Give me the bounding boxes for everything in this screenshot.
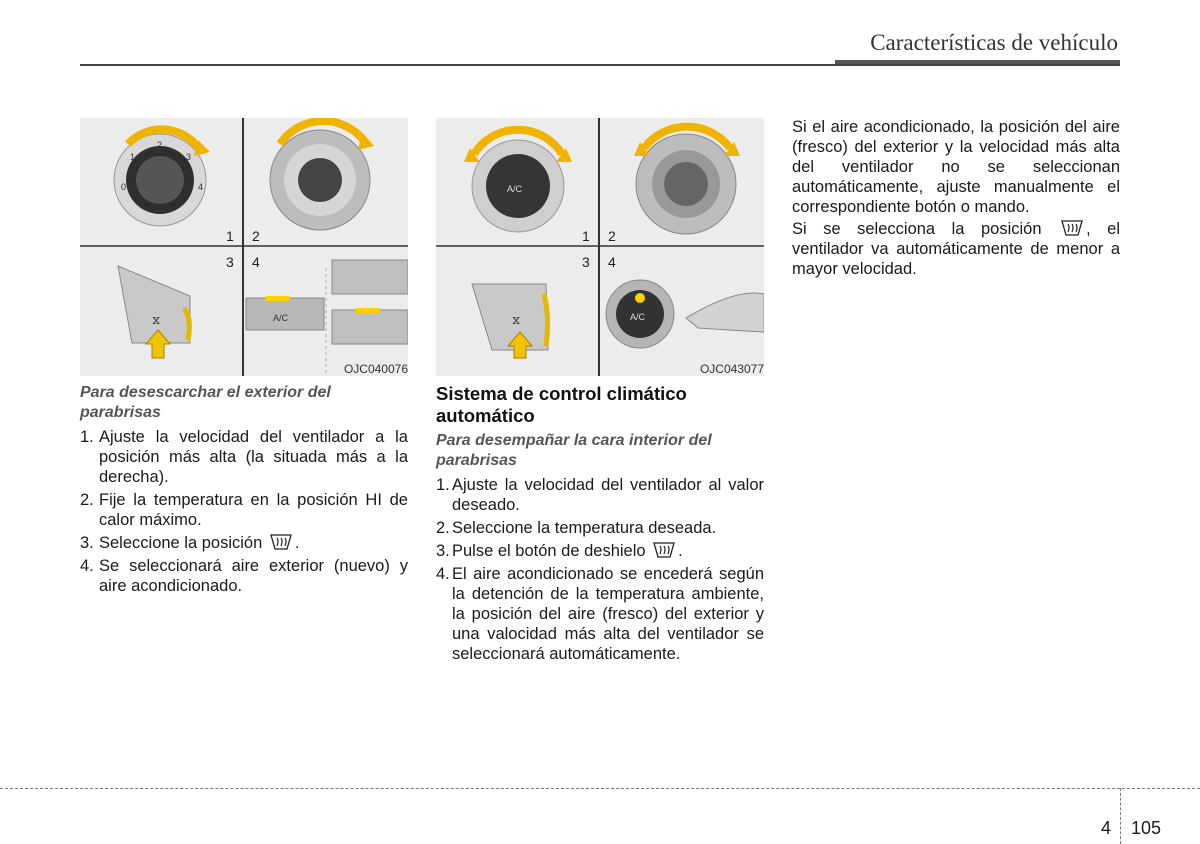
- chapter-number: 4: [1101, 818, 1112, 838]
- defrost-icon: [652, 541, 676, 559]
- list-item: 2. Fije la temperatura en la posición HI de calor máximo.: [80, 491, 408, 529]
- paragraph: Si se selecciona la posición , el ventilador va automáticamente de menor a mayor velocidad.: [792, 220, 1121, 278]
- instruction-list: [436, 475, 764, 664]
- list-item: 1. Ajuste la velocidad del ventilador a la posición más alta (la situada más a la derecha).: [80, 428, 408, 486]
- manual-climate-illustration: [80, 118, 408, 376]
- section-title: Características de vehículo: [870, 30, 1118, 55]
- svg-text:⧖: ⧖: [152, 313, 161, 327]
- svg-text:A/C: A/C: [630, 312, 646, 322]
- list-item: 2. Seleccione la temperatura deseada.: [436, 519, 717, 537]
- svg-text:4: 4: [198, 182, 204, 192]
- column-3: [792, 117, 1120, 281]
- section-heading: Sistema de control climático automático: [436, 383, 687, 426]
- svg-text:3: 3: [186, 152, 192, 162]
- auto-climate-illustration: [436, 118, 764, 376]
- panel-number-4: 4: [608, 254, 616, 270]
- svg-text:A/C: A/C: [273, 313, 289, 323]
- column-1: [80, 383, 408, 599]
- list-item: 1. Ajuste la velocidad del ventilador al valor deseado.: [436, 476, 764, 514]
- panel-number-2: 2: [608, 228, 616, 244]
- page-number: 105: [1131, 818, 1162, 838]
- panel-number-4: 4: [252, 254, 260, 270]
- footer-rule: [0, 788, 1200, 789]
- list-item: 3. Seleccione la posición .: [80, 534, 300, 552]
- figure-caption: OJC040076: [343, 362, 408, 376]
- figure-auto-climate: [436, 118, 764, 378]
- instruction-list: [80, 427, 408, 596]
- subheading-exterior-defrost: Para desescarchar el exterior del parabrisas: [80, 384, 331, 421]
- list-item: 4. Se seleccionará aire exterior (nuevo) y aire acondicionado.: [80, 557, 408, 595]
- list-item: 4. El aire acondicionado se encederá según la detención de la temperatura ambiente, la posición del aire (fresco) del exterior y una valocidad más alta del ventilador se seleccionará automáticamente.: [436, 565, 764, 663]
- svg-text:A/C: A/C: [507, 184, 523, 194]
- defrost-icon: [269, 533, 293, 551]
- svg-text:2: 2: [157, 140, 163, 150]
- footer-divider: [1120, 788, 1121, 844]
- subheading-interior-defog: Para desempañar la cara interior del parabrisas: [436, 432, 712, 469]
- defrost-icon: [1060, 219, 1084, 237]
- svg-text:0: 0: [121, 182, 127, 192]
- panel-number-3: 3: [582, 254, 590, 270]
- header-rule: [80, 64, 1120, 66]
- figure-manual-climate: [80, 118, 408, 378]
- figure-caption: OJC043077: [699, 362, 764, 376]
- list-item: 3. Pulse el botón de deshielo .: [436, 542, 683, 560]
- column-2: [436, 383, 764, 667]
- paragraph: Si el aire acondicionado, la posición del aire (fresco) del exterior y la velocidad más alta del ventilador no se seleccionan automáticamente, ajuste manualmente el correspondiente botón o mando.: [792, 118, 1120, 216]
- panel-number-1: 1: [582, 228, 590, 244]
- panel-number-2: 2: [252, 228, 260, 244]
- panel-number-3: 3: [226, 254, 234, 270]
- svg-text:⧖: ⧖: [512, 313, 521, 327]
- panel-number-1: 1: [226, 228, 234, 244]
- svg-text:1: 1: [130, 152, 136, 162]
